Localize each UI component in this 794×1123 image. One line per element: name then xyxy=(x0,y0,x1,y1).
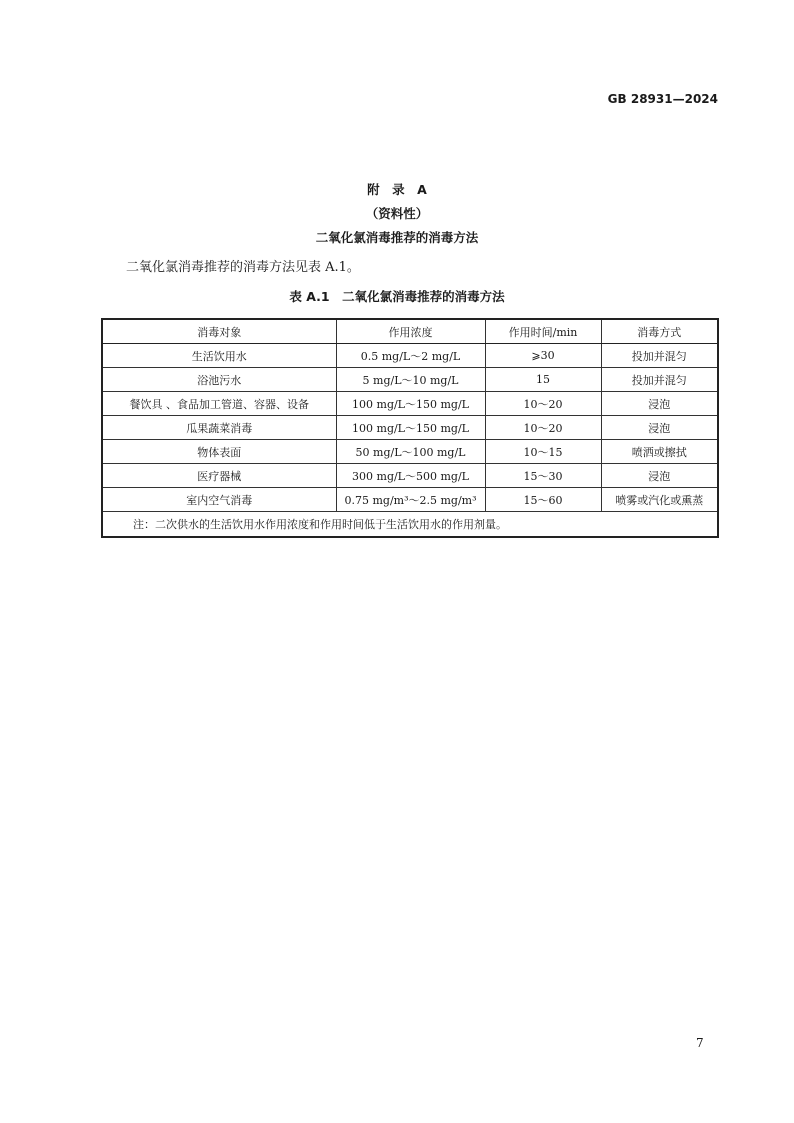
table-row xyxy=(102,464,718,488)
table-cell: 浴池污水 xyxy=(102,368,336,392)
table-cell: 15 xyxy=(485,368,601,392)
page-number: 7 xyxy=(696,1036,704,1050)
table-cell: 餐饮具 、食品加工管道、容器、设备 xyxy=(102,392,336,416)
table-cell: 50 mg/L～100 mg/L xyxy=(336,440,485,464)
table-row xyxy=(102,440,718,464)
table-cell: 喷雾或汽化或熏蒸 xyxy=(601,488,718,512)
table-cell: 作用浓度 xyxy=(336,319,485,344)
table-caption: 表 A.1 二氧化氯消毒推荐的消毒方法 xyxy=(289,289,505,304)
table-row xyxy=(102,368,718,392)
table-cell: 300 mg/L～500 mg/L xyxy=(336,464,485,488)
table-cell: 医疗器械 xyxy=(102,464,336,488)
appendix-title: 附 录 A xyxy=(367,182,427,197)
table-cell: 浸泡 xyxy=(601,392,718,416)
table-cell: 100 mg/L～150 mg/L xyxy=(336,416,485,440)
table-cell: ⩾30 xyxy=(485,344,601,368)
table-cell: 生活饮用水 xyxy=(102,344,336,368)
table-cell: 10～20 xyxy=(485,392,601,416)
table-row xyxy=(102,344,718,368)
intro-paragraph: 二氧化氯消毒推荐的消毒方法见表 A.1。 xyxy=(126,260,360,275)
table-cell: 瓜果蔬菜消毒 xyxy=(102,416,336,440)
table-cell: 100 mg/L～150 mg/L xyxy=(336,392,485,416)
table-cell: 作用时间/min xyxy=(485,319,601,344)
table-cell: 浸泡 xyxy=(601,416,718,440)
table-cell: 5 mg/L～10 mg/L xyxy=(336,368,485,392)
table-cell: 消毒对象 xyxy=(102,319,336,344)
table-cell: 室内空气消毒 xyxy=(102,488,336,512)
table-cell: 10～15 xyxy=(485,440,601,464)
table-header-row xyxy=(102,319,718,344)
appendix-type: （资料性） xyxy=(365,206,429,221)
table-cell: 喷洒或擦拭 xyxy=(601,440,718,464)
standard-number: GB 28931—2024 xyxy=(607,92,718,106)
table-cell: 投加并混匀 xyxy=(601,368,718,392)
table-cell: 投加并混匀 xyxy=(601,344,718,368)
table-cell: 15～30 xyxy=(485,464,601,488)
table-cell: 浸泡 xyxy=(601,464,718,488)
table-cell: 0.5 mg/L～2 mg/L xyxy=(336,344,485,368)
table-cell: 15～60 xyxy=(485,488,601,512)
appendix-heading: 二氧化氯消毒推荐的消毒方法 xyxy=(315,230,479,245)
table-row xyxy=(102,392,718,416)
disinfection-table xyxy=(101,318,719,538)
table-cell: 物体表面 xyxy=(102,440,336,464)
table-row xyxy=(102,416,718,440)
table-cell: 0.75 mg/m³～2.5 mg/m³ xyxy=(336,488,485,512)
table-note: 注：二次供水的生活饮用水作用浓度和作用时间低于生活饮用水的作用剂量。 xyxy=(102,512,718,538)
table-row xyxy=(102,488,718,512)
table-cell: 10～20 xyxy=(485,416,601,440)
table-cell: 消毒方式 xyxy=(601,319,718,344)
